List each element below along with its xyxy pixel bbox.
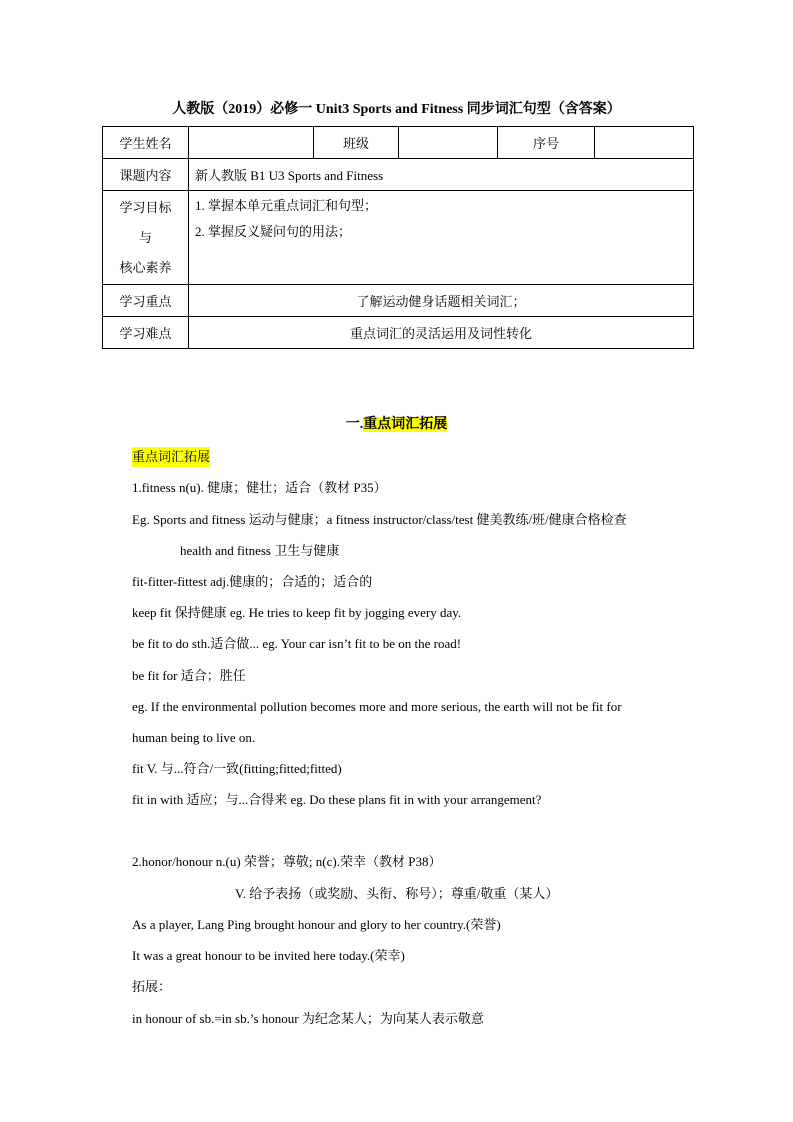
class-cell (399, 127, 498, 159)
section-title: 重点词汇拓展 (363, 417, 448, 432)
text-line: be fit to do sth.适合做... eg. Your car isn’t fit to be on the road! (132, 636, 462, 651)
text-line: fit in with 适应；与...合得来 eg. Do these plans fit in with your arrangement? (132, 792, 542, 807)
text-line: Eg. Sports and fitness 运动与健康；a fitness instructor/class/test 健美教练/班/健康合格检查 (132, 512, 627, 527)
number-cell (595, 127, 694, 159)
document-title: 人教版（2019）必修一 Unit3 Sports and Fitness 同步词汇句型（含答案） (172, 102, 621, 117)
text-line: As a player, Lang Ping brought honour and glory to her country.(荣誉) (132, 917, 501, 932)
table-row (103, 159, 694, 191)
text-line: human being to live on. (132, 730, 256, 745)
section-number: 一. (345, 417, 364, 432)
student-name-cell (189, 127, 314, 159)
goals-label (103, 191, 189, 285)
key-points-label: 学习重点 (103, 285, 189, 317)
text-line: 1.fitness n(u). 健康；健壮；适合（教材 P35） (132, 480, 387, 495)
goal-item: 1. 掌握本单元重点词汇和句型； (195, 198, 378, 213)
table-row (103, 285, 694, 317)
table-row (103, 127, 694, 159)
text-line: health and fitness 卫生与健康 (180, 543, 340, 558)
text-line: fit-fitter-fittest adj.健康的；合适的；适合的 (132, 574, 373, 589)
text-line: 2.honor/honour n.(u) 荣誉；尊敬; n(c).荣幸（教材 P38） (132, 854, 442, 869)
class-label: 班级 (314, 127, 399, 159)
table-row (103, 317, 694, 349)
goals-label-line: 与 (138, 229, 152, 245)
key-points-value: 了解运动健身话题相关词汇； (189, 285, 694, 317)
student-name-label: 学生姓名 (103, 127, 189, 159)
table-row (103, 191, 694, 285)
text-line: V. 给予表扬（或奖励、头衔、称号）；尊重/敬重（某人） (235, 886, 559, 901)
topic-label: 课题内容 (103, 159, 189, 191)
text-line: eg. If the environmental pollution becomes more and more serious, the earth will not be fit for (132, 699, 622, 714)
difficulty-label: 学习难点 (103, 317, 189, 349)
section-heading (0, 415, 793, 435)
number-label: 序号 (498, 127, 595, 159)
goals-cell (189, 191, 694, 285)
text-line: 拓展： (132, 979, 172, 994)
difficulty-value: 重点词汇的灵活运用及词性转化 (189, 317, 694, 349)
goal-item: 2. 掌握反义疑问句的用法； (195, 224, 352, 239)
topic-value: 新人教版 B1 U3 Sports and Fitness (189, 159, 694, 191)
text-line: It was a great honour to be invited here today.(荣幸) (132, 948, 405, 963)
student-info-table (102, 126, 694, 349)
text-line: fit V. 与...符合/一致(fitting;fitted;fitted) (132, 761, 342, 776)
goals-label-line: 学习目标 (119, 199, 172, 215)
text-line: in honour of sb.=in sb.’s honour 为纪念某人；为向某人表示敬意 (132, 1011, 484, 1026)
text-line: be fit for 适合；胜任 (132, 668, 246, 683)
subsection-heading: 重点词汇拓展 (132, 447, 210, 467)
text-line: keep fit 保持健康 eg. He tries to keep fit by jogging every day. (132, 605, 462, 620)
goals-label-line: 核心素养 (119, 259, 172, 275)
